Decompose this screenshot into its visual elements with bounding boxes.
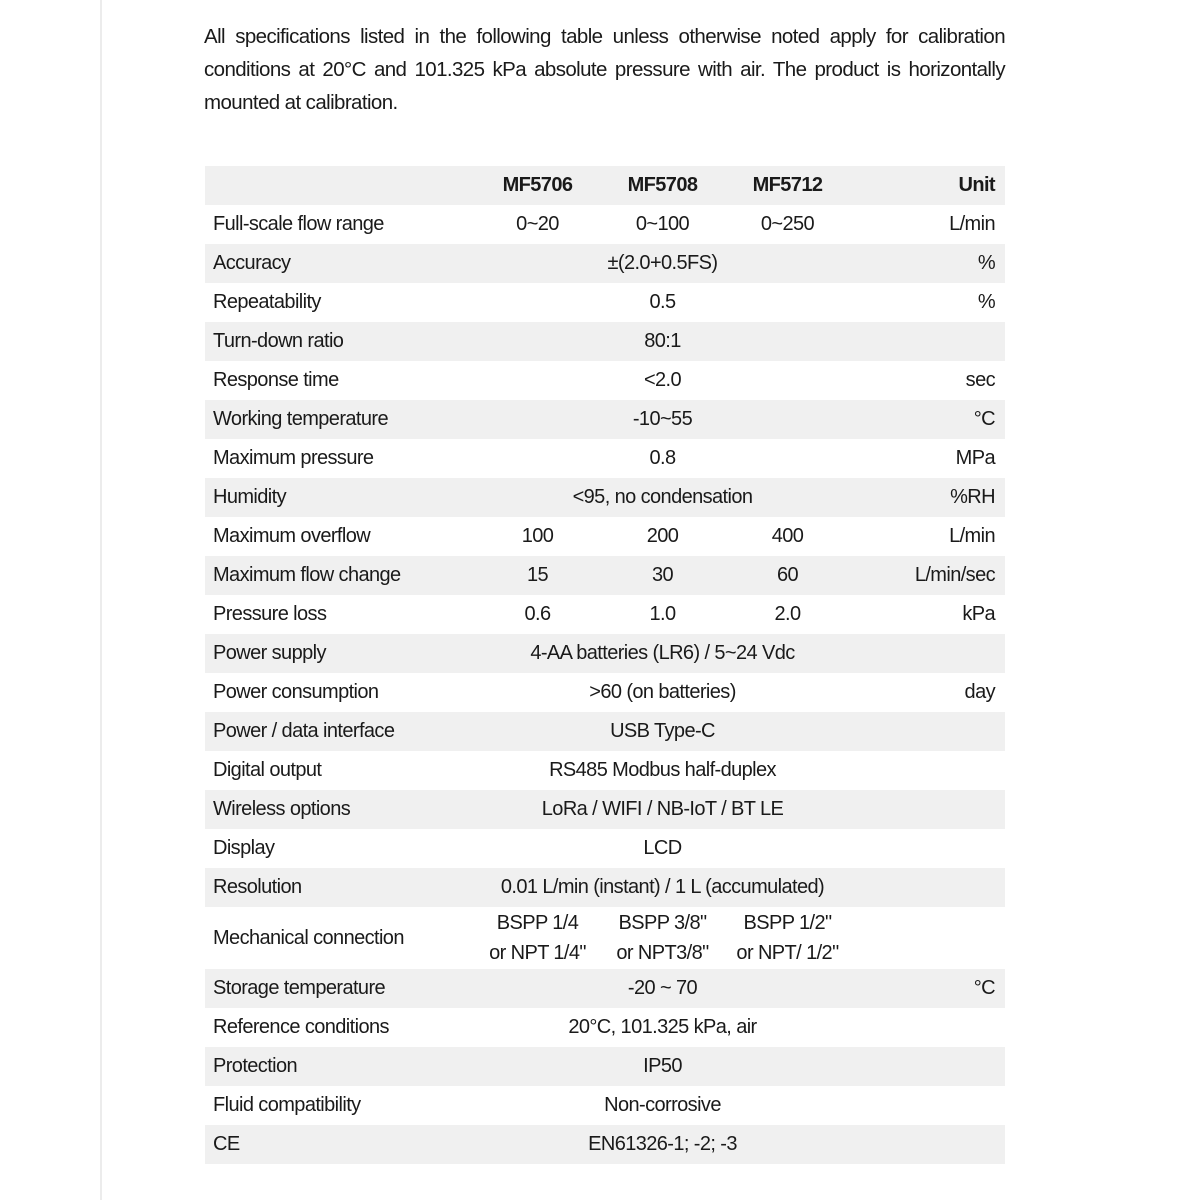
value-line: BSPP 1/4 xyxy=(496,912,579,934)
value-cell: 0.5 xyxy=(649,291,676,313)
value-cell: >60 (on batteries) xyxy=(589,681,736,703)
row-label: Protection xyxy=(213,1055,298,1077)
table-row xyxy=(205,751,1005,790)
table-row xyxy=(205,907,1005,969)
table-row xyxy=(205,969,1005,1008)
value-cell: 2.0 xyxy=(774,603,801,625)
table-row xyxy=(205,439,1005,478)
row-label: Power consumption xyxy=(213,681,379,703)
table-row xyxy=(205,1086,1005,1125)
row-label: Display xyxy=(213,837,275,859)
unit-cell: L/min xyxy=(949,525,995,547)
value-cell: 15 xyxy=(526,564,549,586)
row-label: Mechanical connection xyxy=(213,927,404,949)
value-line: or NPT3/8" xyxy=(616,942,709,964)
value-cell: 400 xyxy=(771,525,804,547)
table-row xyxy=(205,790,1005,829)
value-cell: 30 xyxy=(651,564,674,586)
unit-cell: °C xyxy=(973,408,995,430)
header-cell xyxy=(205,166,475,205)
value-cell: EN61326-1; -2; -3 xyxy=(588,1133,737,1155)
table-row xyxy=(205,1008,1005,1047)
table-row xyxy=(205,517,1005,556)
row-label: Response time xyxy=(213,369,339,391)
unit-cell: %RH xyxy=(950,486,995,508)
value-line: or NPT 1/4" xyxy=(489,942,586,964)
row-label: Working temperature xyxy=(213,408,388,430)
unit-cell xyxy=(850,790,1005,829)
row-label: Power / data interface xyxy=(213,720,395,742)
table-row xyxy=(205,673,1005,712)
unit-cell: L/min xyxy=(949,213,995,235)
spec-table xyxy=(205,166,1005,1164)
value-cell: 0~20 xyxy=(516,213,559,235)
value-cell: IP50 xyxy=(643,1055,682,1077)
value-cell xyxy=(725,907,850,969)
value-cell: -10~55 xyxy=(632,408,693,430)
row-label: Maximum flow change xyxy=(213,564,401,586)
row-label: Maximum overflow xyxy=(213,525,371,547)
page-border xyxy=(100,0,102,1200)
value-cell: ±(2.0+0.5FS) xyxy=(607,252,718,274)
value-cell: 1.0 xyxy=(649,603,676,625)
value-cell: 0.01 L/min (instant) / 1 L (accumulated) xyxy=(500,876,825,898)
unit-cell xyxy=(850,322,1005,361)
row-label: Storage temperature xyxy=(213,977,386,999)
table-row xyxy=(205,244,1005,283)
value-line: BSPP 3/8" xyxy=(618,912,707,934)
value-cell: RS485 Modbus half-duplex xyxy=(549,759,776,781)
value-line: or NPT/ 1/2" xyxy=(736,942,839,964)
value-cell: USB Type-C xyxy=(610,720,715,742)
unit-cell xyxy=(850,829,1005,868)
unit-cell xyxy=(850,1008,1005,1047)
table-row xyxy=(205,283,1005,322)
table-row xyxy=(205,1125,1005,1164)
unit-cell xyxy=(850,1125,1005,1164)
unit-cell xyxy=(850,868,1005,907)
value-cell: 0.8 xyxy=(649,447,676,469)
unit-cell: MPa xyxy=(955,447,995,469)
value-cell: Non-corrosive xyxy=(604,1094,721,1116)
table-row xyxy=(205,712,1005,751)
row-label: Digital output xyxy=(213,759,322,781)
unit-cell: % xyxy=(977,252,995,274)
row-label: Power supply xyxy=(213,642,326,664)
row-label: Wireless options xyxy=(213,798,351,820)
unit-cell xyxy=(850,712,1005,751)
unit-cell: kPa xyxy=(962,603,995,625)
table-row xyxy=(205,205,1005,244)
table-row xyxy=(205,595,1005,634)
table-row xyxy=(205,322,1005,361)
table-header-row xyxy=(205,166,1005,205)
table-row xyxy=(205,868,1005,907)
header-cell: Unit xyxy=(958,174,995,196)
value-cell xyxy=(475,907,600,969)
unit-cell: °C xyxy=(973,977,995,999)
table-row xyxy=(205,829,1005,868)
table-row xyxy=(205,400,1005,439)
value-cell: -20 ~ 70 xyxy=(627,977,698,999)
table-row xyxy=(205,361,1005,400)
value-cell: 4-AA batteries (LR6) / 5~24 Vdc xyxy=(530,642,795,664)
header-cell: MF5712 xyxy=(752,174,823,196)
row-label: Reference conditions xyxy=(213,1016,389,1038)
table-row xyxy=(205,556,1005,595)
header-cell: MF5706 xyxy=(502,174,573,196)
unit-cell: sec xyxy=(965,369,995,391)
row-label: Repeatability xyxy=(213,291,321,313)
row-label: Accuracy xyxy=(213,252,291,274)
table-row xyxy=(205,1047,1005,1086)
value-cell: 60 xyxy=(776,564,799,586)
value-cell: 0~100 xyxy=(635,213,690,235)
unit-cell: L/min/sec xyxy=(914,564,995,586)
value-line: BSPP 1/2" xyxy=(743,912,832,934)
value-cell xyxy=(600,907,725,969)
table-row xyxy=(205,634,1005,673)
value-cell: 0.6 xyxy=(524,603,551,625)
value-cell: <2.0 xyxy=(643,369,682,391)
unit-cell xyxy=(850,1047,1005,1086)
value-cell: 100 xyxy=(521,525,554,547)
row-label: Pressure loss xyxy=(213,603,327,625)
row-label: Full-scale flow range xyxy=(213,213,384,235)
value-cell: LoRa / WIFI / NB-IoT / BT LE xyxy=(541,798,784,820)
value-cell: <95, no condensation xyxy=(572,486,753,508)
row-label: Maximum pressure xyxy=(213,447,374,469)
value-cell: 200 xyxy=(646,525,679,547)
intro-paragraph: All specifications listed in the following table unless otherwise noted apply for calibration conditions at 20°C and 101.325 kPa absolute pressure with air. The product is horizontally mounted at calibration. xyxy=(204,25,1005,114)
row-label: CE xyxy=(213,1133,240,1155)
row-label: Fluid compatibility xyxy=(213,1094,361,1116)
row-label: Turn-down ratio xyxy=(213,330,344,352)
unit-cell xyxy=(850,751,1005,790)
unit-cell: % xyxy=(977,291,995,313)
row-label: Resolution xyxy=(213,876,302,898)
table-row xyxy=(205,478,1005,517)
row-label: Humidity xyxy=(213,486,286,508)
value-cell: 20°C, 101.325 kPa, air xyxy=(568,1016,757,1038)
value-cell: 80:1 xyxy=(644,330,681,352)
unit-cell xyxy=(850,907,1005,969)
unit-cell xyxy=(850,1086,1005,1125)
unit-cell xyxy=(850,634,1005,673)
value-cell: LCD xyxy=(643,837,682,859)
header-cell: MF5708 xyxy=(627,174,698,196)
value-cell: 0~250 xyxy=(760,213,815,235)
unit-cell: day xyxy=(964,681,995,703)
